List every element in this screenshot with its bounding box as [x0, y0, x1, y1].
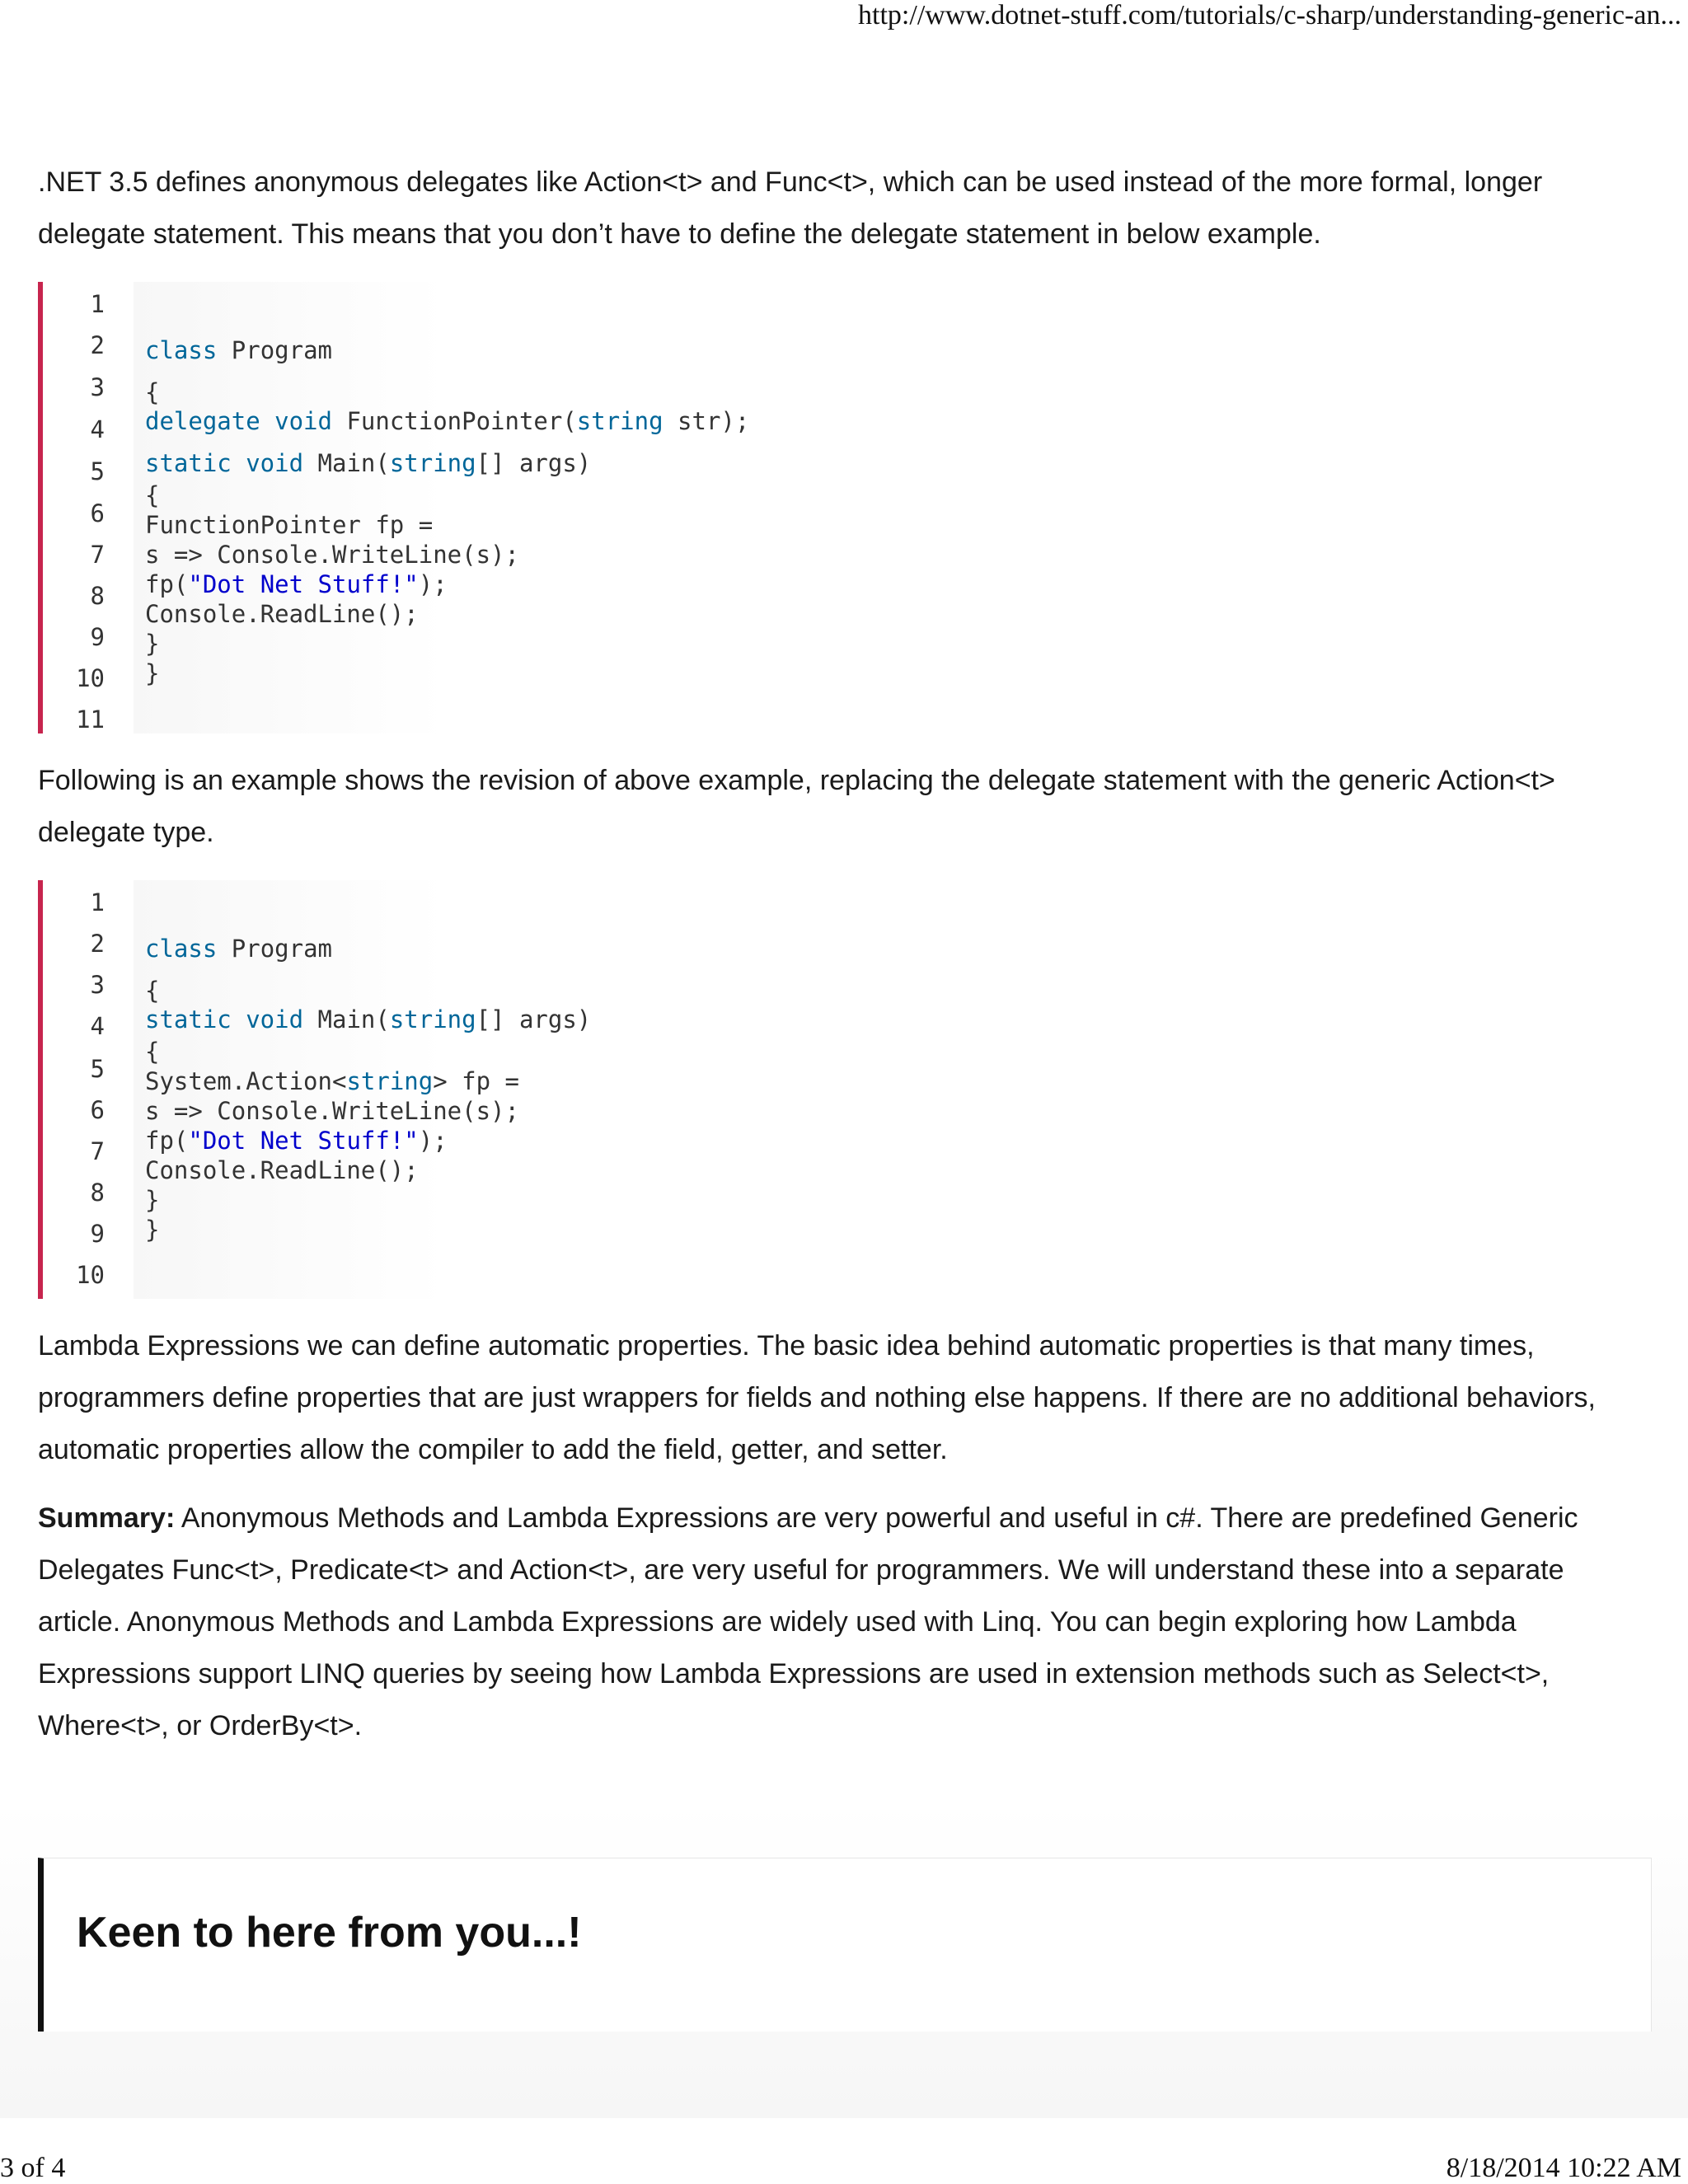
- line-number: 3: [90, 373, 105, 401]
- comments-heading: Keen to here from you...!: [77, 1909, 582, 1957]
- page-number: 3 of 4: [0, 2153, 66, 2183]
- code-line: {: [145, 481, 160, 509]
- code-line: }: [145, 659, 160, 687]
- paragraph-anonymous-delegates: .NET 3.5 defines anonymous delegates like Action<t> and Func<t>, which can be used instead of the more formal, longer delegate statement. This means that you don’t have to define the delegate statement in below example.: [38, 166, 1543, 250]
- line-number: 6: [90, 499, 105, 527]
- line-number: 4: [90, 1012, 105, 1040]
- code-line: Console.ReadLine();: [145, 600, 419, 628]
- code-line: }: [145, 630, 160, 658]
- line-number: 9: [90, 623, 105, 651]
- code-line: static void Main(string[] args): [145, 1005, 592, 1033]
- line-number: 7: [90, 541, 105, 569]
- line-number: 9: [90, 1220, 105, 1248]
- line-number: 1: [90, 290, 105, 318]
- print-url: http://www.dotnet-stuff.com/tutorials/c-sharp/understanding-generic-an...: [858, 0, 1681, 30]
- summary-text: Anonymous Methods and Lambda Expressions are very powerful and useful in c#. There are predefined Generic Delegates Func<t>, Predicate<t> and Action<t>, are very useful for programmers. We will understand these into a separate article. Anonymous Methods and Lambda Expressions are widely used with Linq. You can begin exploring how Lambda Expressions support LINQ queries by seeing how Lambda Expressions are used in extension methods such as Select<t>, Where<t>, or OrderBy<t>.: [38, 1502, 1578, 1741]
- code-line: Console.ReadLine();: [145, 1156, 419, 1184]
- line-number: 7: [90, 1137, 105, 1165]
- summary-label: Summary:: [38, 1502, 176, 1534]
- comments-callout: [38, 1858, 1652, 2032]
- code-line: System.Action<string> fp =: [145, 1067, 519, 1095]
- line-number: 10: [76, 664, 105, 692]
- code-line: FunctionPointer fp =: [145, 511, 434, 539]
- line-number: 2: [90, 331, 105, 359]
- code-line: s => Console.WriteLine(s);: [145, 541, 519, 569]
- code-block-delegate: [38, 282, 1653, 733]
- paragraph-automatic-properties: Lambda Expressions we can define automatic properties. The basic idea behind automatic properties is that many times, programmers define properties that are just wrappers for fields and nothing else happens. If there are no additional behaviors, automatic properties allow the compiler to add the field, getter, and setter.: [38, 1330, 1596, 1465]
- line-number: 5: [90, 457, 105, 485]
- print-datetime: 8/18/2014 10:22 AM: [1446, 2153, 1681, 2183]
- line-number: 4: [90, 415, 105, 443]
- code-line: class Program: [145, 935, 332, 963]
- line-number: 5: [90, 1055, 105, 1083]
- line-number: 3: [90, 971, 105, 999]
- paragraph-action-revision: Following is an example shows the revision of above example, replacing the delegate statement with the generic Action<t> delegate type.: [38, 765, 1555, 848]
- code-line: fp("Dot Net Stuff!");: [145, 1127, 448, 1155]
- line-number: 8: [90, 582, 105, 610]
- code-lines: [145, 880, 592, 1244]
- code-line: }: [145, 1186, 160, 1214]
- code-line: fp("Dot Net Stuff!");: [145, 570, 448, 598]
- code-line: static void Main(string[] args): [145, 449, 592, 477]
- code-line: class Program: [145, 336, 332, 364]
- code-lines: [145, 282, 750, 687]
- code-line: {: [145, 378, 160, 406]
- code-line: {: [145, 1038, 160, 1066]
- line-number: 8: [90, 1179, 105, 1207]
- code-line: s => Console.WriteLine(s);: [145, 1097, 519, 1125]
- article-content: [38, 157, 1653, 1769]
- line-number: 11: [76, 705, 105, 733]
- code-line: delegate void FunctionPointer(string str);: [145, 407, 750, 435]
- line-number: 2: [90, 930, 105, 958]
- code-line: {: [145, 977, 160, 1005]
- paragraph-summary: [38, 1493, 1653, 1752]
- line-number: 10: [76, 1261, 105, 1289]
- line-number: 6: [90, 1096, 105, 1124]
- code-block-action: [38, 880, 1653, 1299]
- line-number: 1: [90, 888, 105, 916]
- code-line: }: [145, 1216, 160, 1244]
